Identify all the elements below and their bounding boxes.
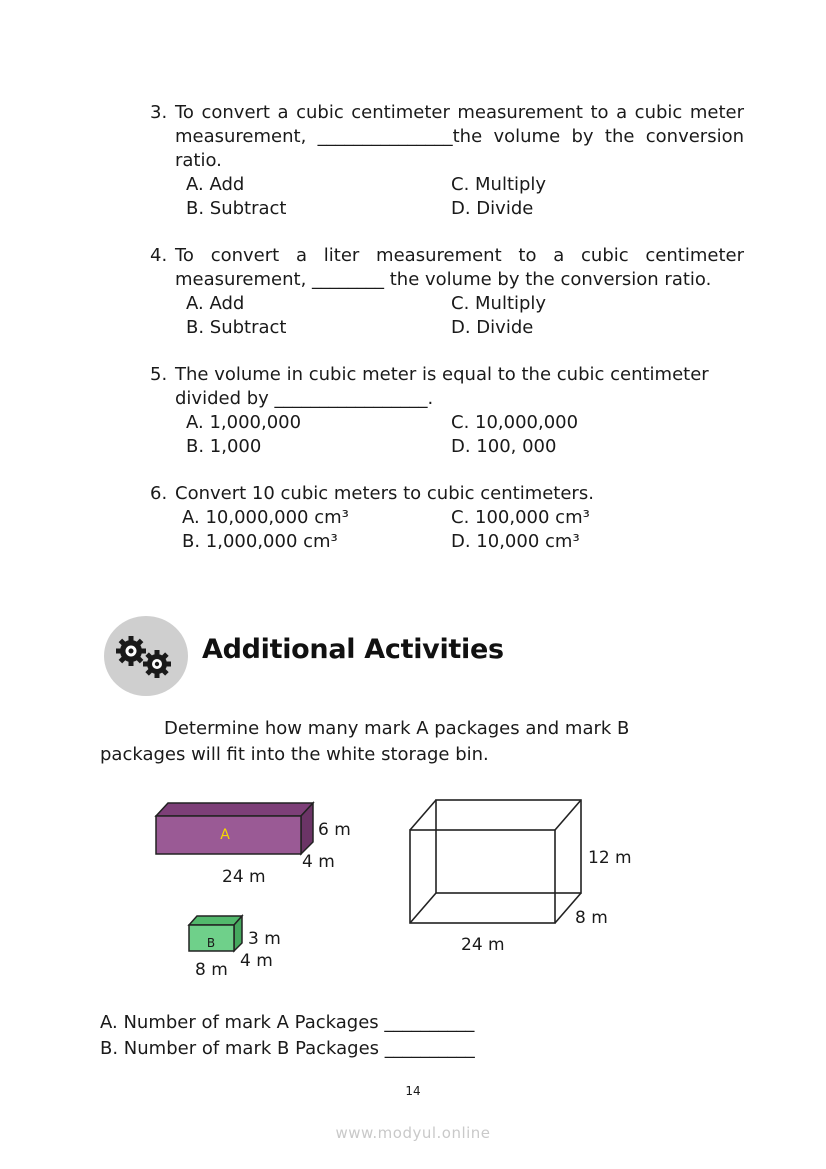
- answer-b: B. Number of mark B Packages __________: [100, 1038, 475, 1059]
- box-a-width: 4 m: [302, 852, 335, 872]
- options-grid: [186, 292, 744, 340]
- box-a-label: A: [220, 827, 230, 843]
- question-number: 3.: [150, 102, 168, 123]
- question-stem: To convert a liter measurement to a cubic centimeter measurement, ________ the volume by the conversion ratio.: [175, 245, 744, 290]
- option-a: A. Add: [186, 293, 245, 314]
- options-grid: [186, 173, 744, 221]
- question-4: [150, 244, 744, 340]
- option-a: A. Add: [186, 174, 245, 195]
- option-d: D. 100, 000: [451, 436, 557, 457]
- watermark: www.modyul.online: [335, 1124, 491, 1142]
- question-stem: Convert 10 cubic meters to cubic centimeters.: [175, 483, 594, 504]
- section-header: [104, 614, 604, 698]
- instruction-line: packages will fit into the white storage bin.: [100, 744, 489, 765]
- question-number: 4.: [150, 245, 168, 266]
- storage-bin: [410, 800, 581, 923]
- gears-icon: [104, 616, 188, 696]
- options-grid: [182, 506, 744, 554]
- question-5: [150, 363, 744, 459]
- option-b: B. Subtract: [186, 317, 287, 338]
- options-grid: [186, 411, 744, 459]
- question-6: [150, 482, 744, 554]
- option-c: C. 100,000 cm³: [451, 507, 590, 528]
- box-b-label: B: [206, 936, 216, 950]
- option-c: C. 10,000,000: [451, 412, 579, 433]
- option-b: B. Subtract: [186, 198, 287, 219]
- option-c: C. Multiply: [451, 174, 547, 195]
- option-c: C. Multiply: [451, 293, 547, 314]
- boxes-figure: [0, 780, 826, 990]
- bin-height: 12 m: [588, 848, 632, 868]
- option-a: A. 10,000,000 cm³: [182, 507, 349, 528]
- section-title: Additional Activities: [202, 634, 504, 665]
- question-3: [150, 101, 744, 221]
- box-a-height: 6 m: [318, 820, 351, 840]
- answer-a: A. Number of mark A Packages __________: [100, 1012, 475, 1033]
- instructions: [100, 716, 720, 768]
- option-d: D. Divide: [451, 317, 534, 338]
- bin-width: 8 m: [575, 908, 608, 928]
- question-stem: To convert a cubic centimeter measurement to a cubic meter measurement, _______________the volume by the conversion ratio.: [175, 102, 744, 171]
- option-b: B. 1,000,000 cm³: [182, 531, 338, 552]
- box-b-length: 8 m: [195, 960, 228, 980]
- option-b: B. 1,000: [186, 436, 262, 457]
- question-number: 5.: [150, 364, 168, 385]
- question-stem: The volume in cubic meter is equal to the cubic centimeter divided by _________________.: [175, 364, 709, 409]
- page-number: 14: [405, 1084, 421, 1098]
- answer-lines: [100, 1010, 475, 1062]
- box-b-width: 4 m: [240, 951, 273, 971]
- option-a: A. 1,000,000: [186, 412, 302, 433]
- box-b-height: 3 m: [248, 929, 281, 949]
- option-d: D. Divide: [451, 198, 534, 219]
- question-number: 6.: [150, 483, 168, 504]
- instruction-line: Determine how many mark A packages and mark B: [164, 718, 630, 739]
- box-b: [189, 916, 281, 980]
- bin-length: 24 m: [461, 935, 505, 955]
- option-d: D. 10,000 cm³: [451, 531, 580, 552]
- box-a-length: 24 m: [222, 867, 266, 887]
- box-a: [156, 803, 351, 887]
